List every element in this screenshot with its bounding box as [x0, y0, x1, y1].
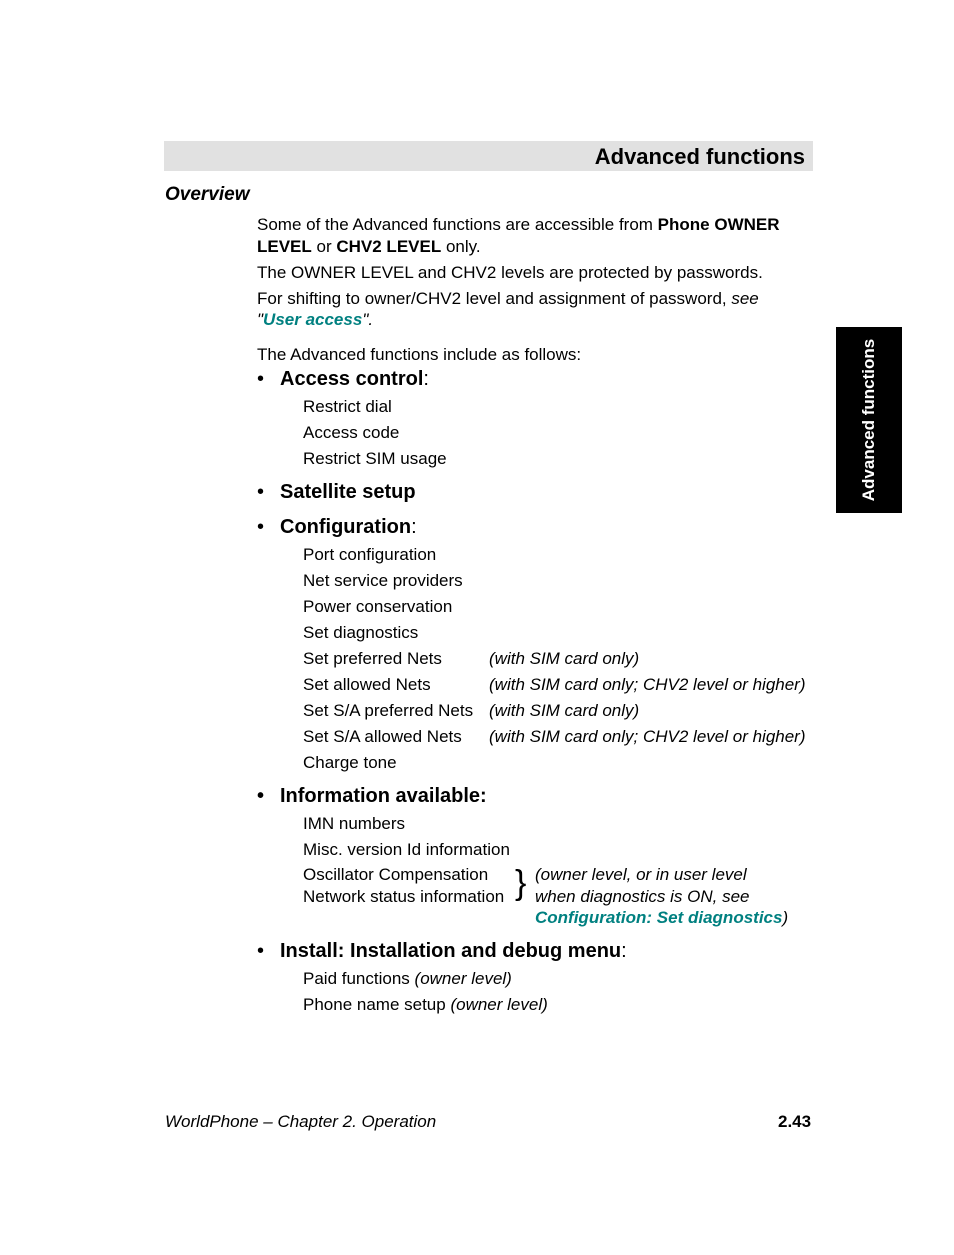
bullet-dot: •: [257, 516, 265, 538]
bullet-dot: •: [257, 481, 265, 503]
brace-icon: }: [515, 864, 527, 902]
footer-chapter: WorldPhone – Chapter 2. Operation: [165, 1112, 437, 1131]
bullet-dot: •: [257, 785, 265, 807]
note-close: ): [782, 908, 789, 927]
bullet-information-available: [257, 785, 487, 808]
intro-paragraph-3-line-2: [257, 310, 373, 330]
intro-text: Some of the Advanced functions are accessible from: [257, 215, 658, 234]
bullet-satellite-setup: [257, 481, 416, 504]
bullet-configuration: [257, 516, 417, 539]
intro-paragraph-4: The Advanced functions include as follows:: [257, 345, 582, 364]
list-item-note: (owner level): [450, 995, 548, 1014]
quote-close: ".: [362, 310, 374, 329]
intro-paragraph-3-line-1: [257, 289, 759, 309]
list-item: [303, 995, 548, 1015]
list-item: Oscillator Compensation: [303, 865, 489, 884]
list-item: Port configuration: [303, 545, 437, 564]
bullet-label: Information available:: [280, 785, 487, 807]
list-item: Misc. version Id information: [303, 840, 510, 859]
list-item-note: (with SIM card only): [489, 649, 640, 668]
list-item: Access code: [303, 423, 400, 442]
bullet-dot: •: [257, 940, 265, 962]
intro-paragraph-2: The OWNER LEVEL and CHV2 levels are protected by passwords.: [257, 263, 763, 282]
bullet-colon: :: [621, 940, 627, 962]
list-item: Set S/A allowed Nets: [303, 727, 462, 746]
information-note-line-1: (owner level, or in user level: [535, 865, 747, 884]
list-item: [303, 969, 512, 989]
bullet-label: Access control: [280, 368, 424, 390]
intro-paragraph-1-line-2: [257, 237, 481, 257]
bullet-colon: :: [423, 368, 429, 390]
bullet-colon: :: [411, 516, 417, 538]
list-item: Set S/A preferred Nets: [303, 701, 474, 720]
quote-open: ": [257, 310, 264, 329]
list-item-label: Paid functions: [303, 969, 410, 988]
information-note-line-3: [535, 908, 788, 928]
user-access-link[interactable]: User access: [263, 310, 363, 329]
list-item-label: Phone name setup: [303, 995, 446, 1014]
footer-page-number: 2.43: [778, 1112, 812, 1131]
intro-text: For shifting to owner/CHV2 level and assignment of password,: [257, 289, 732, 308]
page-title: Advanced functions: [594, 144, 805, 169]
list-item: Network status information: [303, 887, 505, 906]
intro-text: or: [311, 237, 337, 256]
chapter-side-tab: [836, 327, 902, 513]
bullet-access-control: [257, 368, 429, 391]
list-item: Set preferred Nets: [303, 649, 442, 668]
list-item-note: (with SIM card only; CHV2 level or higher): [489, 727, 806, 746]
list-item: Set allowed Nets: [303, 675, 431, 694]
list-item-note: (with SIM card only): [489, 701, 640, 720]
information-note-line-2: when diagnostics is ON, see: [535, 887, 750, 906]
list-item-note: (owner level): [414, 969, 512, 988]
intro-bold-chv2: CHV2 LEVEL: [336, 237, 442, 256]
intro-see: see: [731, 289, 759, 308]
side-tab-label: Advanced functions: [859, 338, 878, 502]
intro-text: only.: [441, 237, 481, 256]
list-item-note: (with SIM card only; CHV2 level or higher): [489, 675, 806, 694]
list-item: Charge tone: [303, 753, 397, 772]
list-item: Restrict dial: [303, 397, 392, 416]
bullet-label: Satellite setup: [280, 481, 416, 503]
section-title: Overview: [165, 184, 250, 205]
list-item: IMN numbers: [303, 814, 406, 833]
list-item: Net service providers: [303, 571, 463, 590]
list-item: Set diagnostics: [303, 623, 419, 642]
page-header-bar: [164, 141, 813, 171]
bullet-label: Install: Installation and debug menu: [280, 940, 622, 962]
intro-bold-level: LEVEL: [257, 237, 312, 256]
bullet-dot: •: [257, 368, 265, 390]
intro-bold-owner: Phone OWNER: [657, 215, 780, 234]
intro-paragraph-1-line-1: [257, 215, 780, 235]
bullet-install: [257, 940, 627, 963]
list-item: Power conservation: [303, 597, 453, 616]
set-diagnostics-link[interactable]: Configuration: Set diagnostics: [535, 908, 783, 927]
bullet-label: Configuration: [280, 516, 412, 538]
list-item: Restrict SIM usage: [303, 449, 447, 468]
